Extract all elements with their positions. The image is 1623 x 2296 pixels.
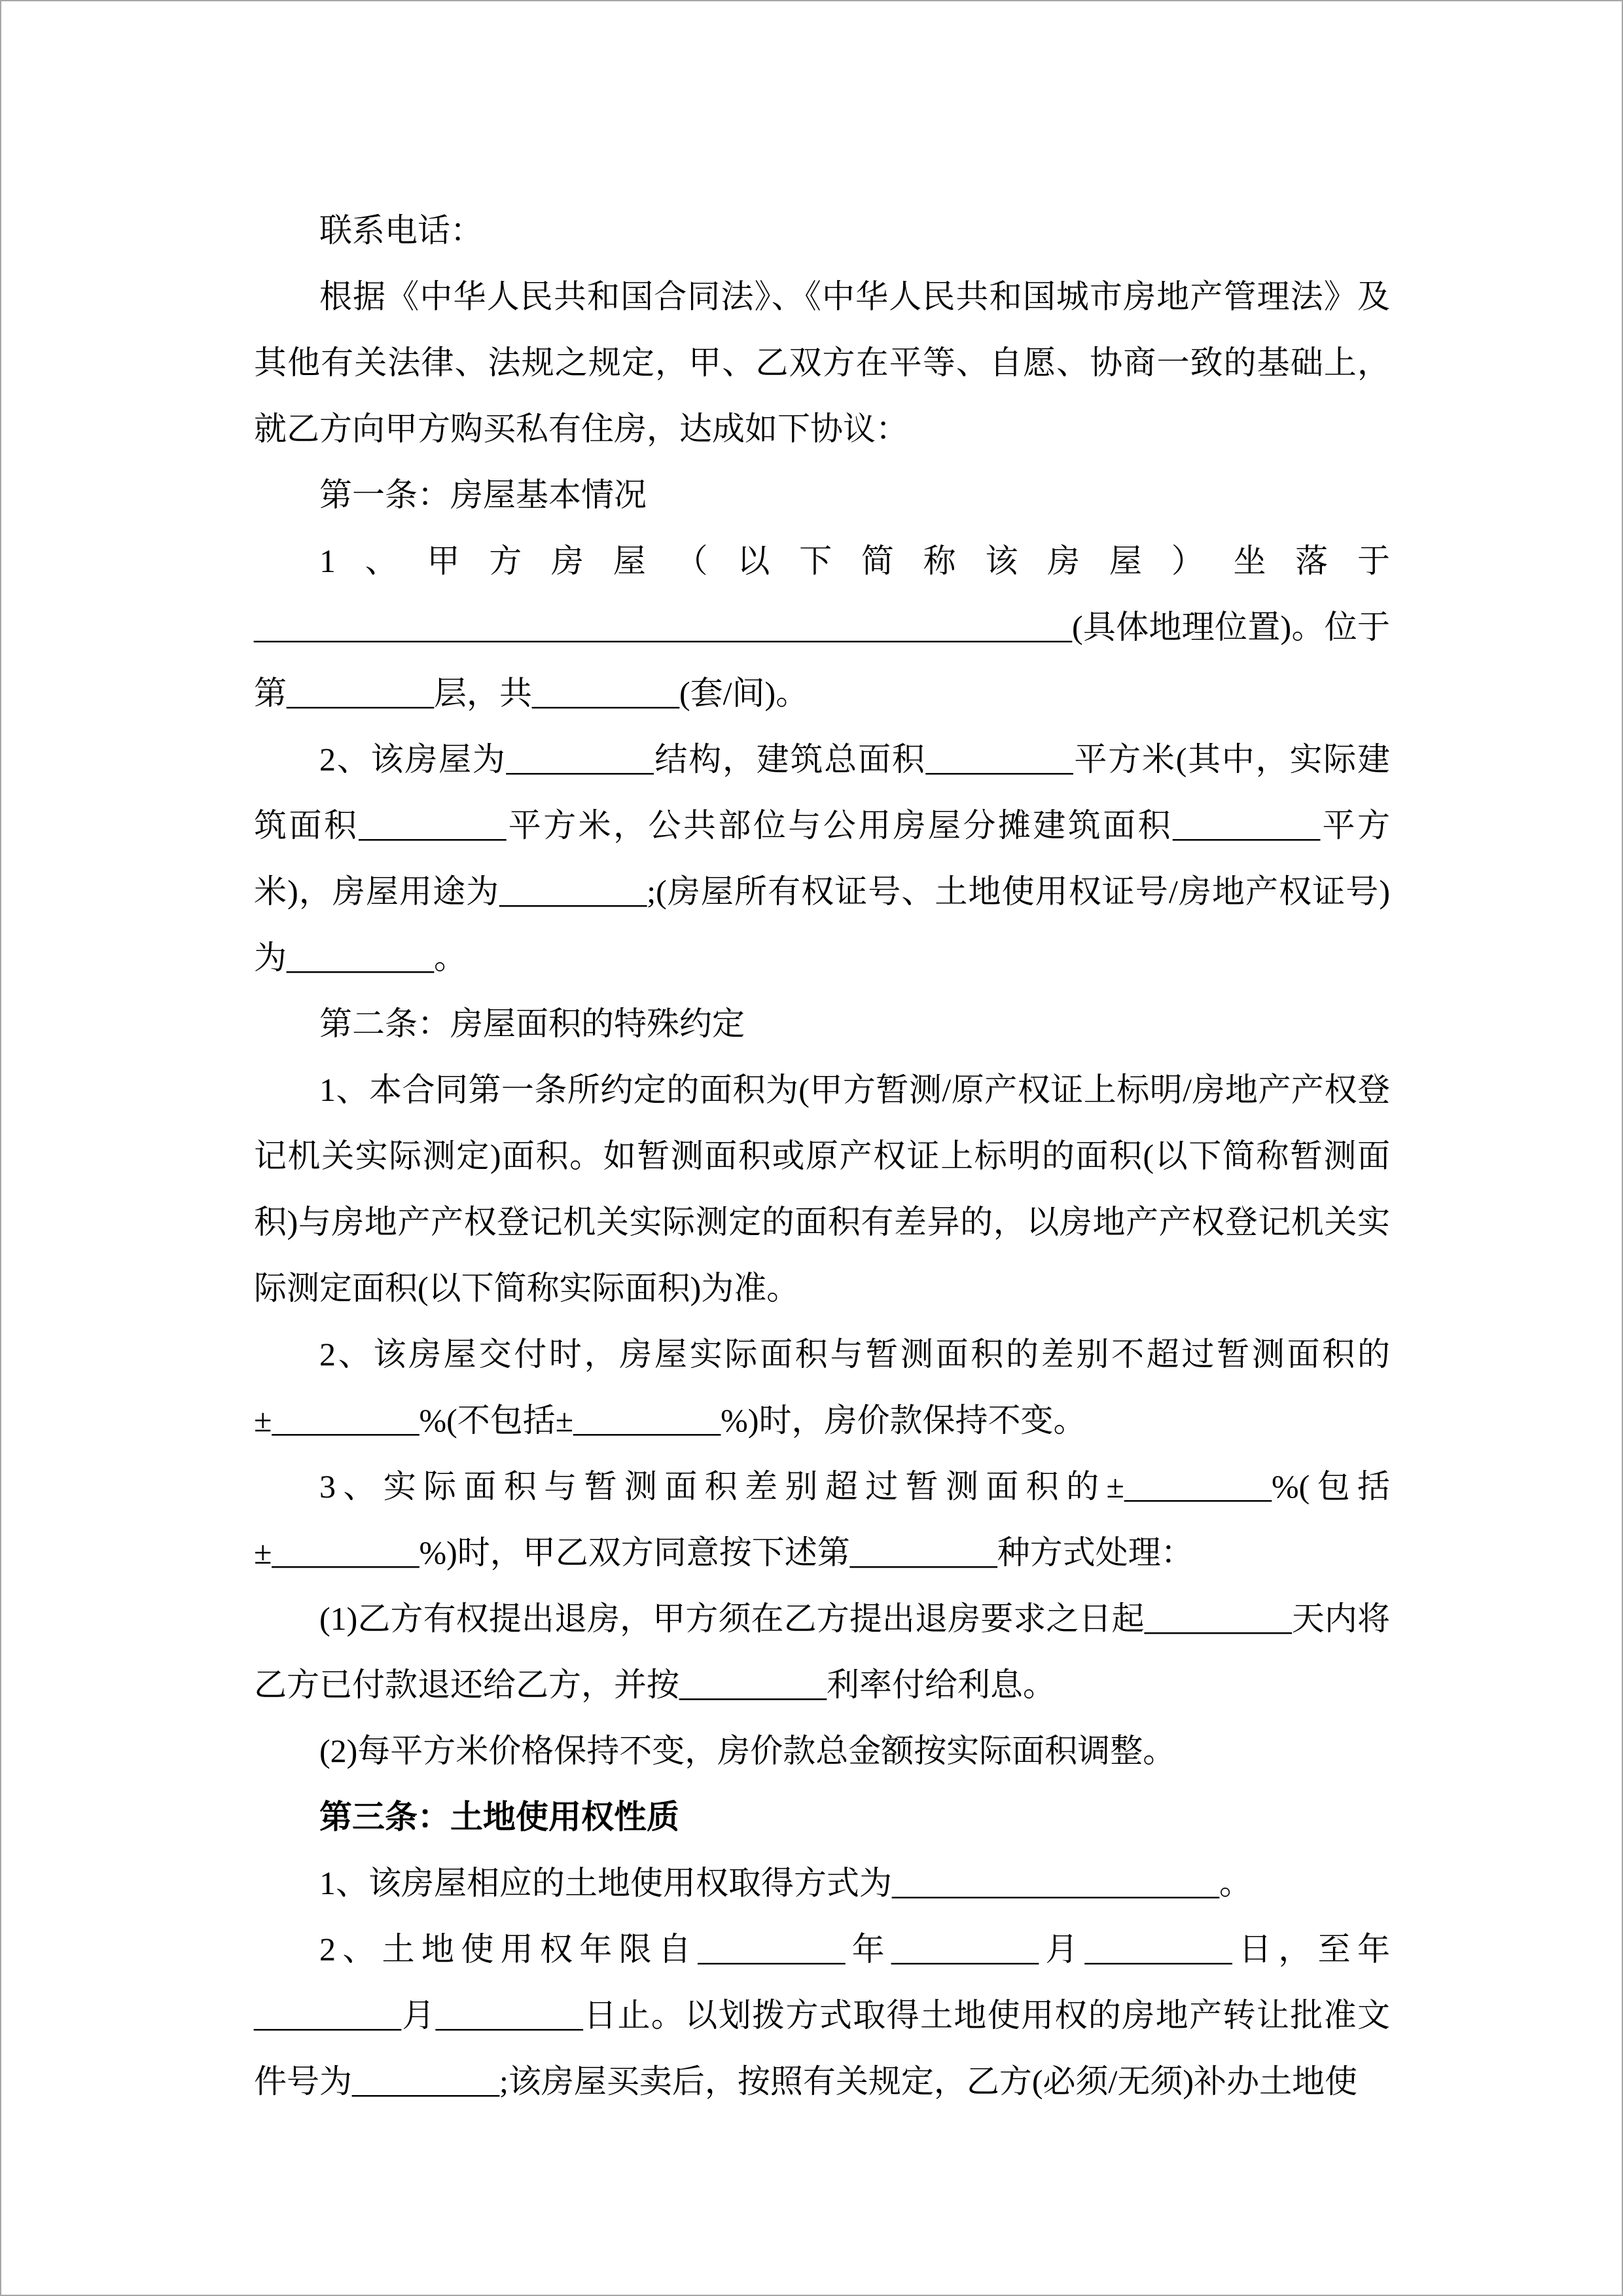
preamble-paragraph: 根据《中华人民共和国合同法》、《中华人民共和国城市房地产管理法》及其他有关法律、法规之规定，甲、乙双方在平等、自愿、协商一致的基础上，就乙方向甲方购买私有住房，达成如下协议： xyxy=(254,278,1390,447)
clause-3-2: 2、土地使用权年限自_________年_________月_________日，至年_________月_________日止。以划拨方式取得土地使用权的房地产转让批准文件号为_________;该房屋买卖后，按照有关规定，乙方(必须/无须)补办土地使 xyxy=(254,1931,1390,2100)
article-1-heading: 第一条：房屋基本情况 xyxy=(319,476,647,513)
contact-phone-line: 联系电话： xyxy=(319,212,483,249)
document-content xyxy=(254,198,1390,2115)
clause-2-1: 1、本合同第一条所约定的面积为(甲方暂测/原产权证上标明/房地产产权登记机关实际测定)面积。如暂测面积或原产权证上标明的面积(以下简称暂测面积)与房地产产权登记机关实际测定的面积有差异的，以房地产产权登记机关实际测定面积(以下简称实际面积)为准。 xyxy=(254,1071,1390,1306)
clause-2-3: 3、实际面积与暂测面积差别超过暂测面积的±_________%(包括±_________%)时，甲乙双方同意按下述第_________种方式处理： xyxy=(254,1468,1390,1571)
clause-2-3-item-1: (1)乙方有权提出退房，甲方须在乙方提出退房要求之日起_________天内将乙方已付款退还给乙方，并按_________利率付给利息。 xyxy=(254,1600,1390,1703)
article-2-heading: 第二条：房屋面积的特殊约定 xyxy=(319,1005,745,1042)
clause-2-3-item-2: (2)每平方米价格保持不变，房价款总金额按实际面积调整。 xyxy=(319,1732,1176,1769)
clause-2-2: 2、该房屋交付时，房屋实际面积与暂测面积的差别不超过暂测面积的±_________%(不包括±_________%)时，房价款保持不变。 xyxy=(254,1336,1390,1439)
article-3-heading: 第三条：土地使用权性质 xyxy=(319,1799,679,1835)
clause-1-2: 2、该房屋为_________结构，建筑总面积_________平方米(其中，实际建筑面积_________平方米，公共部位与公用房屋分摊建筑面积_________平方米)，房屋用途为_________;(房屋所有权证号、土地使用权证号/房地产权证号)为_________。 xyxy=(254,741,1390,976)
clause-1-1: 1、甲方房屋（以下简称该房屋）坐落于__________________________________________________(具体地理位置)。位于第_________层，共_________(套/间)。 xyxy=(254,543,1390,711)
clause-3-1: 1、该房屋相应的土地使用权取得方式为____________________。 xyxy=(319,1865,1252,1901)
